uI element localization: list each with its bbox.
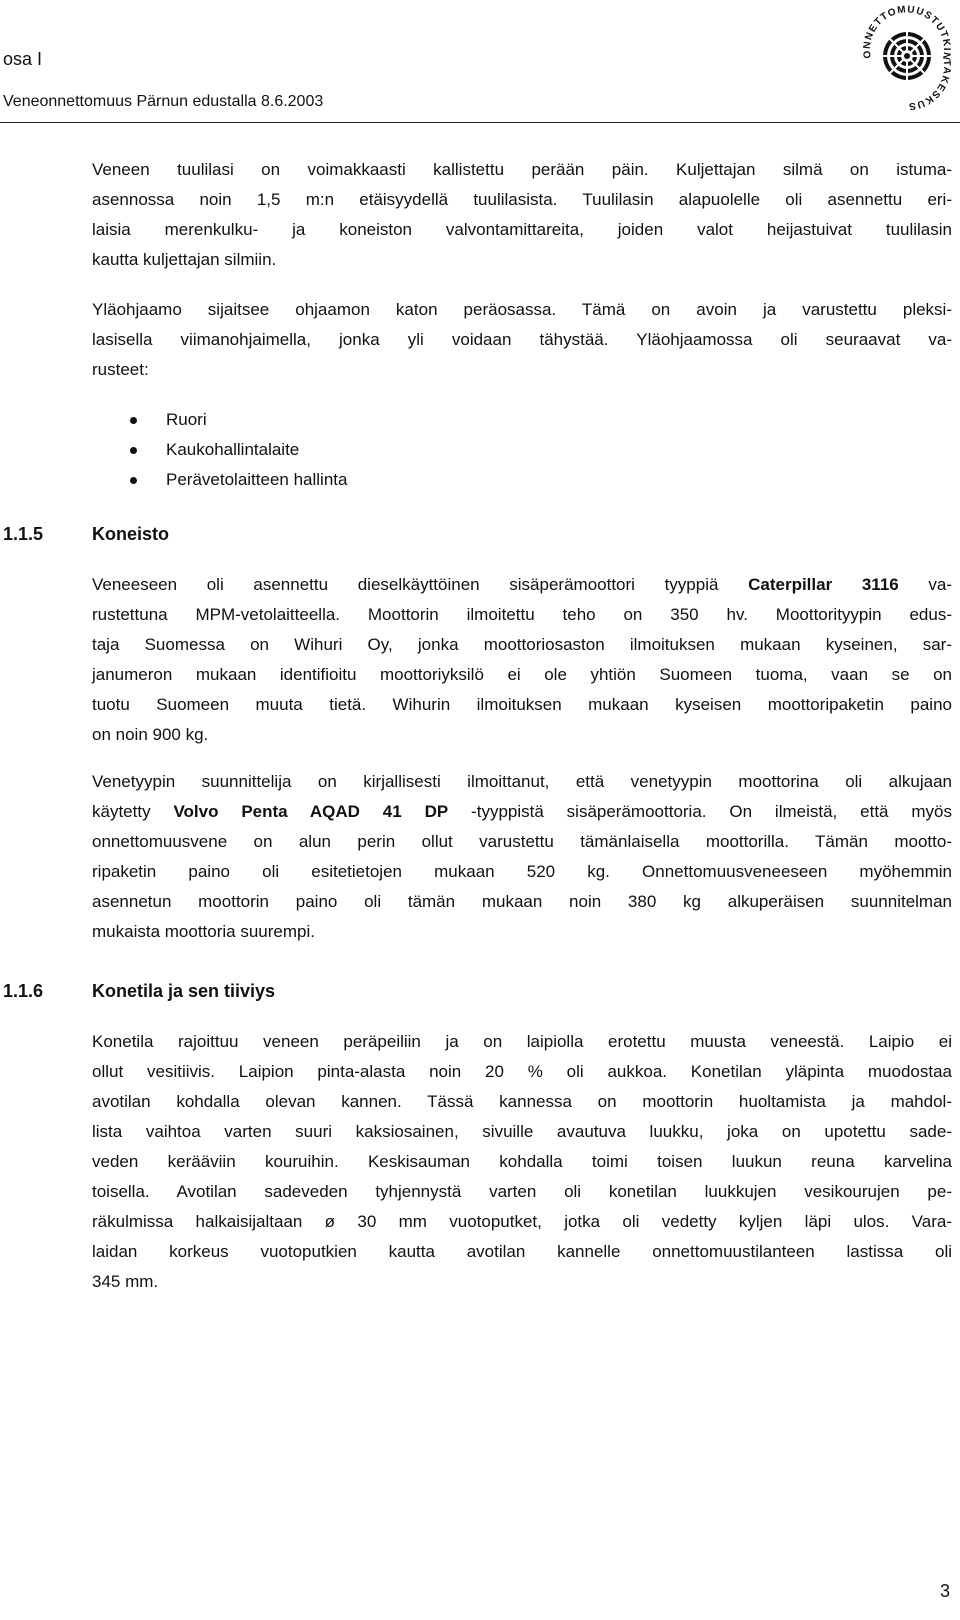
- text-line: Konetila rajoittuu veneen peräpeiliin ja on laipiolla erotettu muusta veneestä. Laipio ei: [92, 1032, 952, 1051]
- list-item: Perävetolaitteen hallinta: [130, 465, 347, 495]
- text-line: onnettomuusvene on alun perin ollut varustettu tämänlaisella moottorilla. Tämän mootto-: [92, 832, 952, 851]
- text-line: tuotu Suomeen muuta tietä. Wihurin ilmoituksen mukaan kyseisen moottoripaketin paino: [92, 695, 952, 714]
- text-line: Yläohjaamo sijaitsee ohjaamon katon peräosassa. Tämä on avoin ja varustettu pleksi-: [92, 300, 952, 319]
- text-line: räkulmissa halkaisijaltaan ø 30 mm vuotoputket, jotka oli vedetty kyljen läpi ulos. Vara-: [92, 1212, 952, 1231]
- text-line: ollut vesitiivis. Laipion pinta-alasta noin 20 % oli aukkoa. Konetilan yläpinta muodostaa: [92, 1062, 952, 1081]
- header-rule: [0, 122, 960, 123]
- paragraph-engine: [92, 570, 952, 750]
- text-line: avotilan kohdalla olevan kannen. Tässä kannessa on moottorin huoltamista ja mahdol-: [92, 1092, 952, 1111]
- text-line: Venetyypin suunnittelija on kirjallisesti ilmoittanut, että venetyypin moottorina oli alkujaan: [92, 772, 952, 791]
- text-span: -tyyppistä sisäperämoottoria. On ilmeistä, että myös: [448, 802, 952, 821]
- text-line: on noin 900 kg.: [92, 725, 209, 744]
- text-line: [92, 570, 952, 600]
- logo-text: ONNETTOMUUSTUTKINTAKESKUS: [861, 4, 953, 110]
- section-title: Konetila ja sen tiiviys: [92, 981, 276, 1001]
- text-line: taja Suomessa on Wihuri Oy, jonka moottoriosaston ilmoituksen mukaan kyseinen, sar-: [92, 635, 952, 654]
- text-line: laidan korkeus vuotoputkien kautta avotilan kannelle onnettomuustilanteen lastissa oli: [92, 1242, 952, 1261]
- list-item: Ruori: [130, 405, 347, 435]
- text-line: Veneen tuulilasi on voimakkaasti kallistettu perään päin. Kuljettajan silmä on istuma-: [92, 160, 952, 179]
- engine-model: Volvo Penta AQAD 41 DP: [173, 802, 449, 821]
- text-line: janumeron mukaan identifioitu moottoriyksilö ei ole yhtiön Suomeen tuoma, vaan se on: [92, 665, 952, 684]
- engine-model: Caterpillar 3116: [748, 575, 899, 594]
- text-span: käytetty: [92, 802, 174, 821]
- paragraph-original-engine: [92, 767, 952, 947]
- list-item: Kaukohallintalaite: [130, 435, 347, 465]
- text-line: asennetun moottorin paino oli tämän mukaan noin 380 kg alkuperäisen suunnitelman: [92, 892, 952, 911]
- section-number: 1.1.6: [3, 981, 44, 1001]
- text-line: kautta kuljettajan silmiin.: [92, 250, 277, 269]
- text-line: toisella. Avotilan sadeveden tyhjennystä varten oli konetilan luukkujen vesikourujen pe-: [92, 1182, 952, 1201]
- text-line: 345 mm.: [92, 1272, 159, 1291]
- text-span: va-: [898, 575, 952, 594]
- text-line: mukaista moottoria suurempi.: [92, 922, 315, 941]
- text-span: Veneeseen oli asennettu dieselkäyttöinen sisäperämoottori tyyppiä: [92, 575, 749, 594]
- paragraph-upper-cockpit: [92, 295, 952, 385]
- text-line: lasisella viimanohjaimella, jonka yli voidaan tähystää. Yläohjaamossa oli seuraavat va-: [92, 330, 952, 349]
- agency-logo: [857, 0, 957, 110]
- text-line: rusteet:: [92, 360, 149, 379]
- text-line: asennossa noin 1,5 m:n etäisyydellä tuulilasista. Tuulilasin alapuolelle oli asennettu eri-: [92, 190, 952, 209]
- text-line: veden kerääviin kouruihin. Keskisauman kohdalla toimi toisen luukun reuna karvelina: [92, 1152, 952, 1171]
- text-line: lista vaihtoa varten suuri kaksiosainen, sivuille avautuva luukku, joka on upotettu sade-: [92, 1122, 952, 1141]
- text-line: laisia merenkulku- ja koneiston valvontamittareita, joiden valot heijastuivat tuulilasin: [92, 220, 952, 239]
- text-line: [92, 797, 952, 827]
- section-title: Koneisto: [92, 524, 170, 544]
- header-part: osa I: [3, 49, 43, 69]
- section-number: 1.1.5: [3, 524, 44, 544]
- page-number: 3: [940, 1581, 951, 1601]
- equipment-list: [130, 405, 347, 495]
- header-title: Veneonnettomuus Pärnun edustalla 8.6.2003: [3, 93, 324, 110]
- paragraph-windshield: [92, 155, 952, 275]
- paragraph-engine-room: [92, 1027, 952, 1297]
- text-line: ripaketin paino oli esitetietojen mukaan 520 kg. Onnettomuusveneeseen myöhemmin: [92, 862, 952, 881]
- text-line: rustettuna MPM-vetolaitteella. Moottorin ilmoitettu teho on 350 hv. Moottorityypin edus-: [92, 605, 952, 624]
